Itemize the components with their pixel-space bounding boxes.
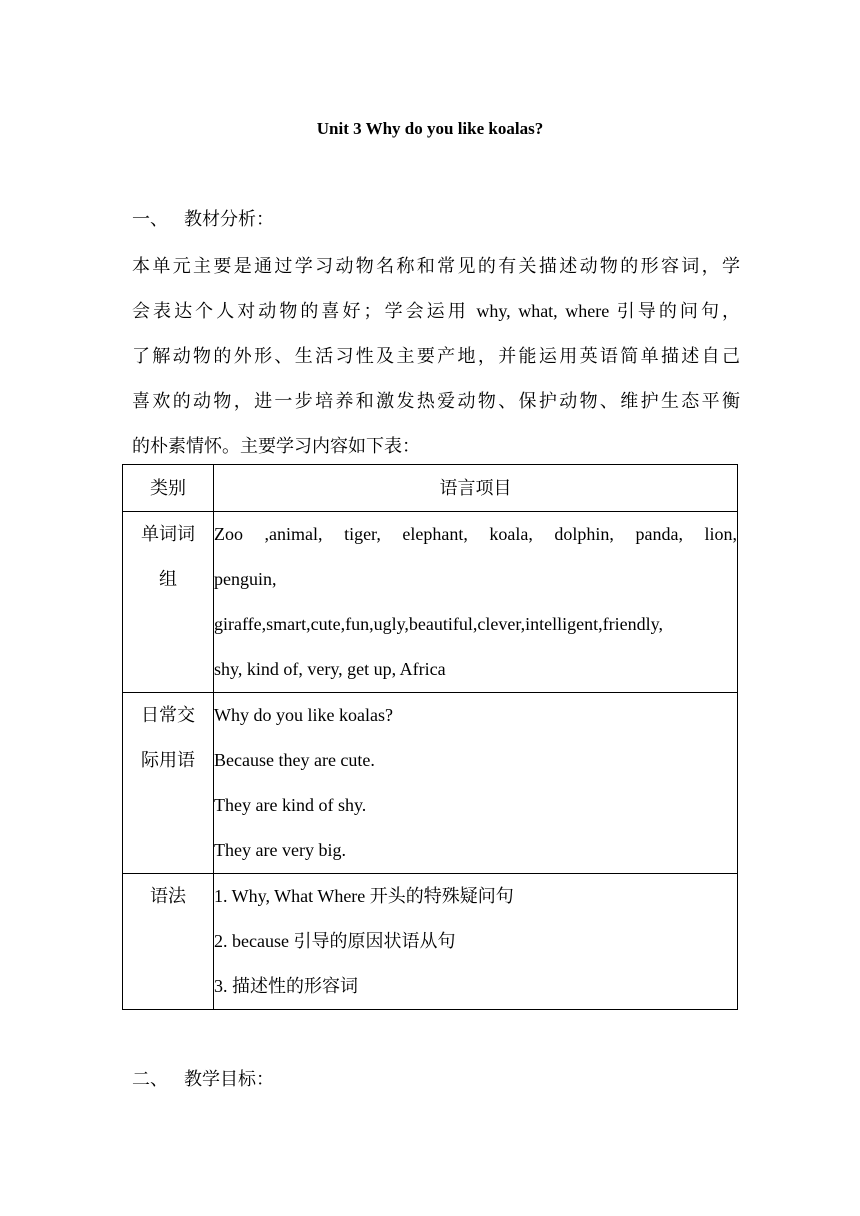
page-title: Unit 3 Why do you like koalas? — [316, 119, 544, 138]
table-row — [123, 512, 738, 693]
intro-paragraph — [132, 244, 740, 469]
content-line: Because they are cute. — [214, 750, 375, 770]
table-category-cell — [123, 693, 214, 874]
content-line: Zoo ,animal, tiger, elephant, koala, dolphin, panda, lion, — [214, 524, 737, 544]
category-line: 日常交 — [141, 705, 195, 725]
section-label: 教材分析： — [184, 209, 274, 229]
content-line: Why do you like koalas? — [214, 705, 393, 725]
content-line: They are very big. — [214, 840, 346, 860]
section-label: 教学目标： — [184, 1069, 274, 1089]
table-header-cell: 语言项目 — [214, 465, 738, 512]
section-number: 一、 — [132, 209, 168, 229]
section-heading-1 — [132, 206, 274, 232]
category-line: 际用语 — [141, 750, 195, 770]
table-category-cell — [123, 512, 214, 693]
content-line: penguin, — [214, 569, 277, 589]
content-line: shy, kind of, very, get up, Africa — [214, 659, 446, 679]
table-content-cell — [214, 693, 738, 874]
content-table — [122, 464, 738, 1010]
paragraph-line: 会表达个人对动物的喜好；学会运用 why, what, where 引导的问句， — [132, 301, 740, 321]
category-line: 单词词 — [141, 524, 195, 544]
paragraph-line: 本单元主要是通过学习动物名称和常见的有关描述动物的形容词，学 — [132, 256, 740, 276]
content-line: 2. because 引导的原因状语从句 — [214, 931, 456, 951]
content-line: 1. Why, What Where 开头的特殊疑问句 — [214, 886, 514, 906]
table-header-cell: 类别 — [123, 465, 214, 512]
paragraph-line: 喜欢的动物，进一步培养和激发热爱动物、保护动物、维护生态平衡 — [132, 391, 740, 411]
paragraph-line: 了解动物的外形、生活习性及主要产地，并能运用英语简单描述自己 — [132, 346, 740, 366]
section-number: 二、 — [132, 1069, 168, 1089]
table-header-row — [123, 465, 738, 512]
paragraph-line: 的朴素情怀。主要学习内容如下表： — [132, 436, 420, 456]
content-line: 3. 描述性的形容词 — [214, 976, 358, 996]
section-heading-2 — [132, 1066, 274, 1092]
table-category-cell — [123, 874, 214, 1010]
table-row — [123, 874, 738, 1010]
table-content-cell — [214, 874, 738, 1010]
table-row — [123, 693, 738, 874]
table-content-cell — [214, 512, 738, 693]
content-line: They are kind of shy. — [214, 795, 367, 815]
category-line: 组 — [159, 569, 177, 589]
content-line: giraffe,smart,cute,fun,ugly,beautiful,clever,intelligent,friendly, — [214, 614, 663, 634]
category-line: 语法 — [150, 886, 186, 906]
